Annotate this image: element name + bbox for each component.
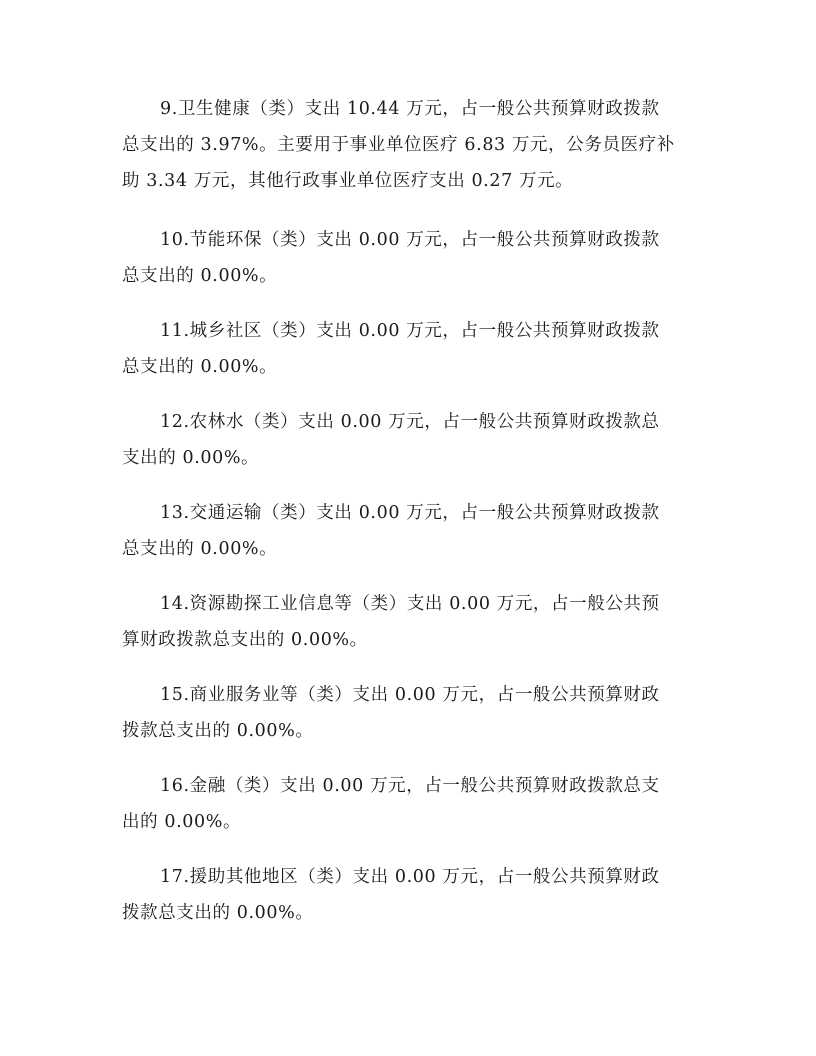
paragraph-line: 9.卫生健康（类）支出 10.44 万元，占一般公共预算财政拨款 [160, 99, 660, 119]
paragraph-aid-other-regions [122, 859, 697, 931]
paragraph-line: 12.农林水（类）支出 0.00 万元，占一般公共预算财政拨款总 [160, 412, 660, 432]
paragraph-line: 11.城乡社区（类）支出 0.00 万元，占一般公共预算财政拨款 [160, 321, 660, 341]
paragraph-line: 总支出的 3.97%。主要用于事业单位医疗 6.83 万元，公务员医疗补 [122, 135, 675, 155]
paragraph-finance [122, 768, 697, 840]
paragraph-line: 算财政拨款总支出的 0.00%。 [122, 630, 368, 650]
paragraph-line: 13.交通运输（类）支出 0.00 万元，占一般公共预算财政拨款 [160, 503, 660, 523]
paragraph-line: 总支出的 0.00%。 [122, 266, 278, 286]
paragraph-health-expenditure [122, 91, 697, 199]
paragraph-line: 15.商业服务业等（类）支出 0.00 万元，占一般公共预算财政 [160, 685, 660, 705]
paragraph-urban-rural [122, 313, 697, 385]
paragraph-line: 16.金融（类）支出 0.00 万元，占一般公共预算财政拨款总支 [160, 776, 660, 796]
paragraph-line: 出的 0.00%。 [122, 812, 242, 832]
paragraph-line: 总支出的 0.00%。 [122, 357, 278, 377]
paragraph-line: 10.节能环保（类）支出 0.00 万元，占一般公共预算财政拨款 [160, 230, 660, 250]
paragraph-energy-environment [122, 222, 697, 294]
paragraph-line: 17.援助其他地区（类）支出 0.00 万元，占一般公共预算财政 [160, 867, 660, 887]
paragraph-line: 拨款总支出的 0.00%。 [122, 721, 314, 741]
paragraph-line: 拨款总支出的 0.00%。 [122, 903, 314, 923]
paragraph-line: 支出的 0.00%。 [122, 448, 260, 468]
paragraph-commerce-services [122, 677, 697, 749]
paragraph-line: 总支出的 0.00%。 [122, 539, 278, 559]
paragraph-line: 14.资源勘探工业信息等（类）支出 0.00 万元，占一般公共预 [160, 594, 660, 614]
paragraph-transport [122, 495, 697, 567]
paragraph-resources-industry [122, 586, 697, 658]
paragraph-line: 助 3.34 万元，其他行政事业单位医疗支出 0.27 万元。 [122, 171, 574, 191]
paragraph-agriculture [122, 404, 697, 476]
